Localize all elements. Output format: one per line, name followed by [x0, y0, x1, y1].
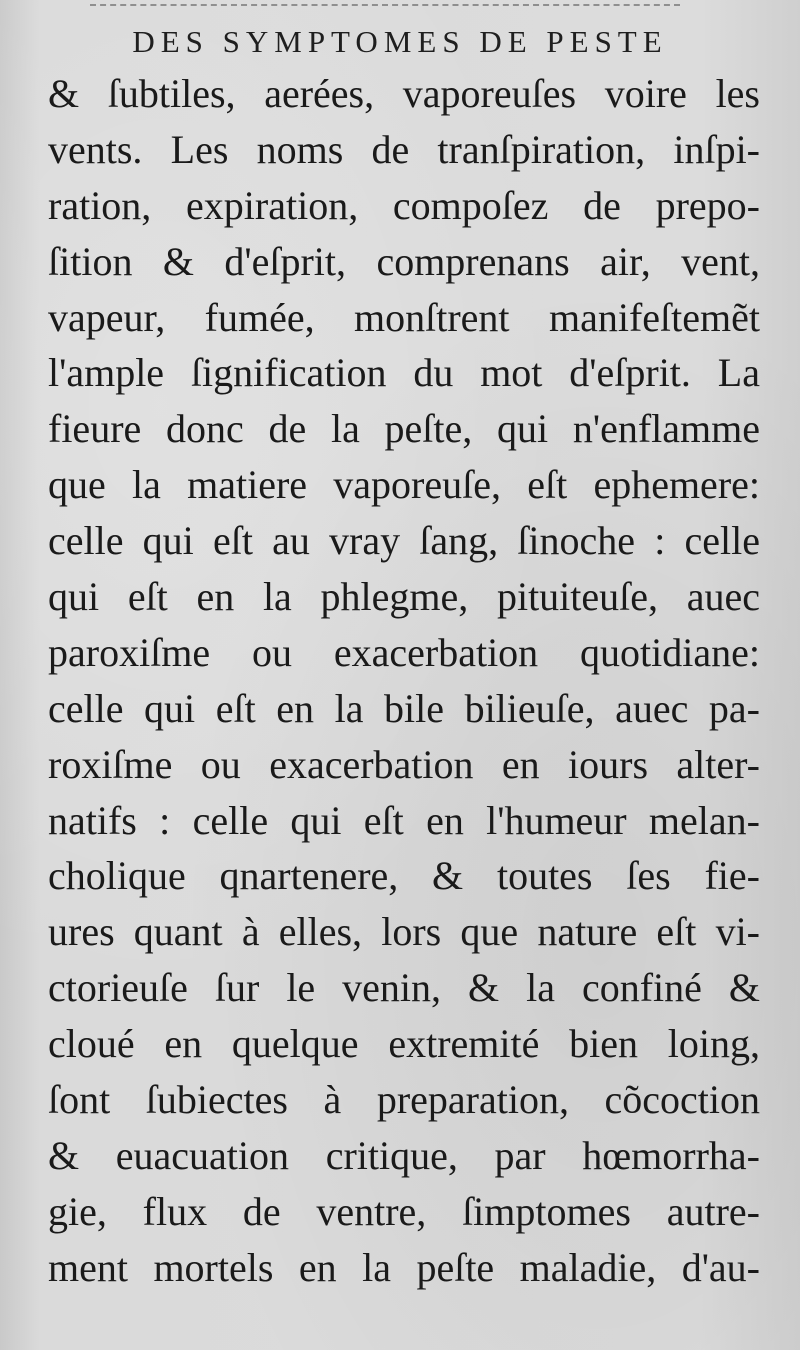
text-line: ſont ſubiectes à preparation, cõcoction [48, 1077, 760, 1123]
text-line: cloué en quelque extremité bien loing, [48, 1021, 760, 1067]
text-line: celle qui eſt au vray ſang, ſinoche : celle [48, 518, 760, 564]
text-line: paroxiſme ou exacerbation quotidiane: [48, 629, 760, 675]
text-line: ration, expiration, compoſez de prepo- [48, 182, 760, 228]
text-line: ment mortels en la peſte maladie, d'au- [48, 1244, 760, 1290]
text-line: celle qui eſt en la bile bilieuſe, auec pa- [48, 685, 760, 731]
text-line: fieure donc de la peſte, qui n'enflamme [48, 406, 760, 452]
text-line: ctorieuſe ſur le venin, & la confiné & [48, 965, 760, 1011]
text-line: vents. Les noms de tranſpiration, inſpi- [48, 126, 760, 172]
text-line: gie, flux de ventre, ſimptomes autre- [48, 1188, 760, 1234]
text-line: & ſubtiles, aerées, vaporeuſes voire les [48, 71, 760, 116]
text-line: l'ample ſignification du mot d'eſprit. La [48, 350, 760, 396]
text-line: ſition & d'eſprit, comprenans air, vent, [48, 238, 760, 284]
text-line: cholique qnartenere, & toutes ſes fie- [48, 853, 760, 899]
text-line: & euacuation critique, par hœmorrha- [48, 1132, 760, 1178]
text-line: natifs : celle qui eſt en l'humeur melan- [48, 797, 760, 843]
text-line: qui eſt en la phlegme, pituiteuſe, auec [48, 574, 760, 620]
top-page-edge [90, 4, 680, 6]
text-line: vapeur, fumée, monſtrent manifeſtemẽt [48, 294, 760, 340]
text-block [48, 66, 760, 1296]
text-line: que la matiere vaporeuſe, eſt ephemere: [48, 462, 760, 508]
text-line: ures quant à elles, lors que nature eſt vi- [48, 909, 760, 955]
text-line: roxiſme ou exacerbation en iours alter- [48, 741, 760, 787]
running-head: DES SYMPTOMES DE PESTE [132, 24, 668, 59]
